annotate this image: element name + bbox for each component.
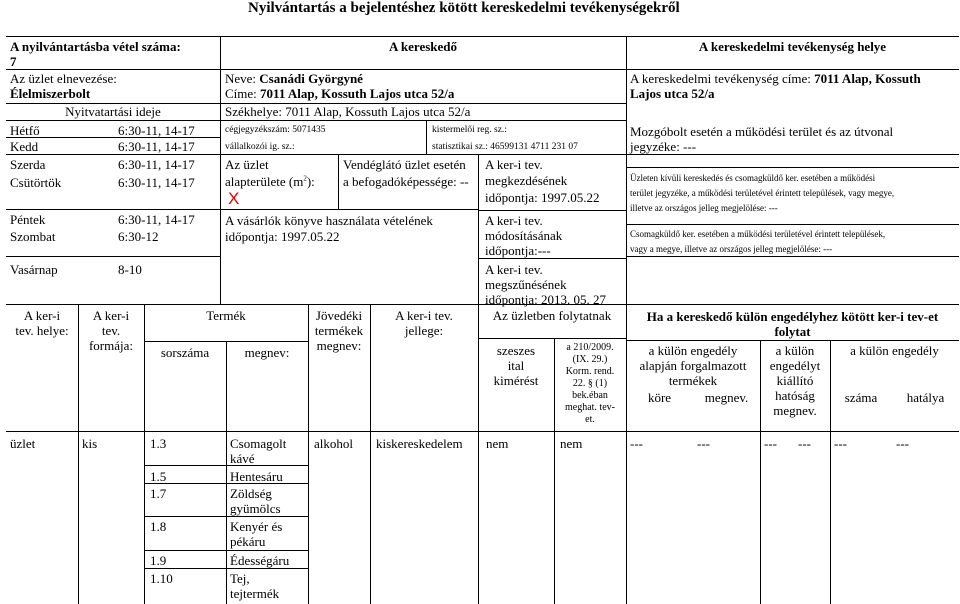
product-number: 1.3 [150,436,167,451]
row-form: kis [82,436,98,451]
day-hours: 6:30-11, 14-17 [118,175,195,190]
licence-number-sub: száma [844,390,878,405]
outside-shop-line2: terület jegyzéke, a működési területével érintett települések, vagy megye, [630,188,895,198]
end-date: időpontja: 2013. 05. 27 [485,292,606,307]
outside-shop-line3: illetve az országos jelleg megjelölése: --- [630,203,778,213]
modification-date: időpontja:--- [485,243,551,258]
col-product-header: Termék [206,308,246,323]
product-name: Csomagolt kávé [230,436,287,466]
product-number: 1.5 [150,469,167,484]
row-excise: alkohol [314,436,353,451]
col-serial-header: sorszáma [160,345,210,360]
row-dash: --- [896,436,909,451]
day-label: Kedd [10,139,39,154]
mobile-shop-line2: jegyzéke: --- [630,139,697,154]
opening-hours-header: Nyitvatartási ideje [65,104,161,119]
row-dash: --- [697,436,710,451]
day-hours: 8-10 [118,262,142,277]
day-label: Szombat [10,229,56,244]
product-number: 1.10 [150,571,173,586]
product-name: Hentesáru [230,469,283,484]
product-name: Édességáru [230,553,290,568]
modification-label: A ker-i tev. [485,213,543,228]
licence-authority-header: a külön engedélyt kiállító hatóság megnev. [769,343,821,418]
col-shop-activities-header: Az üzletben folytatnak [492,308,612,323]
start-label: megkezdésének [485,173,568,188]
day-hours: 6:30-11, 14-17 [118,212,195,227]
day-hours: 6:30-11, 14-17 [118,157,195,172]
registration-number: 7 [10,54,17,69]
day-hours: 6:30-11, 14-17 [118,123,195,138]
day-hours: 6:30-11, 14-17 [118,139,195,154]
day-label: Hétfő [10,123,40,138]
row-dash: --- [630,436,643,451]
document-title: Nyilvántartás a bejelentéshez kötött kereskedelmi tevékenységekről [248,0,680,16]
statistical-number: statisztikai sz.: 46599131 4711 231 07 [432,142,578,152]
entrepreneur-id: vállalkozói ig. sz.: [225,142,295,152]
licence-number-header: a külön engedély [850,343,939,358]
day-label: Csütörtök [10,175,62,190]
trader-header: A kereskedő [388,39,457,54]
col-place-header: A ker-i tev. helye: [15,308,69,338]
col-excise-header: Jövedéki termékek megnev: [314,308,364,353]
activity-place-header: A kereskedelmi tevékenység helye [698,39,887,54]
product-name: Zöldség gyümölcs [230,486,281,516]
row-dash: --- [834,436,847,451]
col-name-header: megnev: [244,345,290,360]
licence-product-name-header: megnev. [704,390,749,405]
hospitality-line2: a befogadóképessége: -- [343,174,469,189]
product-name: Tej, tejtermék [230,571,280,601]
mail-order-line1: Csomagküldő ker. esetében a működési területével érintett települések, [630,229,886,239]
modification-label: módosításának [485,228,563,243]
end-label: megszűnésének [485,277,567,292]
row-dash: --- [798,436,811,451]
small-producer-reg: kistermelői reg. sz.: [432,125,507,135]
licence-products-header: a külön engedély alapján forgalmazott termékek [639,343,747,388]
day-label: Vasárnap [10,262,58,277]
day-label: Szerda [10,157,46,172]
row-regulation: nem [560,436,583,451]
registration-number-label: A nyilvántartásba vétel száma: [10,39,181,54]
floor-area-label-line2: alapterülete $(m^2)$: [225,174,315,189]
day-label: Péntek [10,212,46,227]
col-alcohol-serving-header: szeszes ital kimérést [493,343,539,388]
activity-address-line2: Lajos utca 52/a [630,86,715,101]
shop-name-label: Az üzlet elnevezése: [10,71,117,86]
row-place: üzlet [10,436,36,451]
row-dash: --- [764,436,777,451]
row-activity-type: kiskereskedelem [376,436,463,451]
hospitality-line1: Vendéglátó üzlet esetén [343,157,466,172]
trader-address-field: Címe: 7011 Alap, Kossuth Lajos utca 52/a [225,86,455,101]
floor-area-label-line1: Az üzlet [225,157,269,172]
day-hours: 6:30-12 [118,229,159,244]
trader-seat: Székhelye: 7011 Alap, Kossuth Lajos utca 52/a [225,104,471,119]
col-regulation-header: a 210/2009. (IX. 29.) Korm. rend. 22. § (1) bek.éban meghat. tev- et. [565,342,615,425]
activity-address-field: A kereskedelmi tevékenység címe: 7011 Alap, Kossuth [630,71,921,86]
outside-shop-line1: Üzleten kívüli kereskedés és csomagküldő ker. esetében a működési [630,173,876,183]
shop-name: Élelmiszerbolt [10,86,91,101]
licence-validity-sub: hatálya [906,390,945,405]
start-date: időpontja: 1997.05.22 [485,190,600,205]
end-label: A ker-i tev. [485,262,543,277]
product-number: 1.7 [150,486,167,501]
x-mark: X [228,189,240,208]
licence-scope-header: köre [647,390,672,405]
trader-name-field: Neve: Csanádi Györgyné [225,71,363,86]
row-alcohol-serving: nem [486,436,509,451]
licence-header: Ha a kereskedő külön engedélyhez kötött ker-i tev-et folytat [646,309,939,339]
mobile-shop-line1: Mozgóbolt esetén a működési terület és az útvonal [630,124,894,139]
product-number: 1.8 [150,519,167,534]
product-number: 1.9 [150,553,167,568]
product-name: Kenyér és pékáru [230,519,283,549]
start-label: A ker-i tev. [485,157,543,172]
col-activity-type-header: A ker-i tev. jellege: [395,308,453,338]
complaint-book-line2: időpontja: 1997.05.22 [225,229,340,244]
complaint-book-line1: A vásárlók könyve használata vételének [225,213,433,228]
company-reg-number: cégjegyzékszám: 5071435 [225,125,326,135]
col-form-header: A ker-i tev. formája: [88,308,134,353]
mail-order-line2: vagy a megye, illetve az országos jelleg megjelölése: --- [630,244,833,254]
